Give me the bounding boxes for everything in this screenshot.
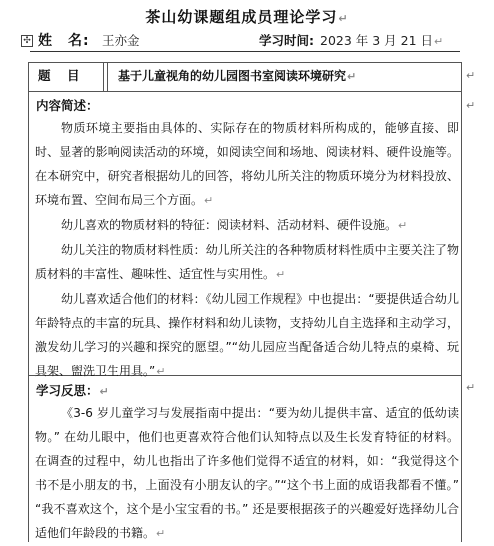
paragraph-mark: ↵ [398, 219, 408, 232]
summary-body[interactable] [35, 116, 459, 384]
name-value[interactable]: 王亦金 [102, 33, 140, 48]
summary-paragraph [35, 238, 459, 287]
paragraph-mark: ↵ [434, 35, 444, 48]
paragraph-mark: ↵ [276, 268, 286, 281]
table-column-divider [103, 62, 104, 91]
summary-paragraph [35, 213, 459, 238]
study-time-label: 学习时间: [259, 33, 314, 48]
topic-value[interactable] [118, 67, 356, 84]
study-time-text: 2023 年 3 月 21 日 [320, 33, 434, 48]
summary-paragraph [35, 287, 459, 384]
topic-value-text: 基于儿童视角的幼儿园图书室阅读环境研究 [118, 69, 347, 83]
summary-paragraph-text: 幼儿喜欢适合他们的材料：《幼儿园工作规程》中也提出：“要提供适合幼儿年龄特点的丰富的玩具、操作材料和幼儿读物，支持幼儿自主选择和主动学习，激发幼儿学习的兴趣和探究的愿望。”“幼儿园应当配备适合幼儿特点的桌椅、玩具架、盥洗卫生用具。” [35, 292, 459, 378]
reflection-body[interactable] [35, 401, 459, 546]
reflection-heading-text: 学习反思： [36, 383, 99, 398]
row-end-mark: ↵ [466, 69, 476, 82]
topic-label: 题 目 [38, 68, 82, 83]
reflection-paragraph-text: 《3-6 岁儿童学习与发展指南中提出：“要为幼儿提供丰富、适宜的低幼读物。” 在幼儿眼中，他们也更喜欢符合他们认知特点以及生长发育特征的材料。在调查的过程中，幼儿也指出了许多他们觉得不适宜的材料，如：“我觉得这个书不是小朋友的书，上面没有小朋友认的字。”“这个书上面的成语我都看不懂。” “我不喜欢这个，这个是小宝宝看的书。” 还是要根据孩子的兴趣爱好选择幼儿合适他们年龄段的书籍。 [35, 406, 459, 540]
header-underline [30, 51, 460, 52]
summary-paragraph-text: 物质环境主要指由具体的、实际存在的物质材料所构成的，能够直接、即时、显著的影响阅读活动的环境，如阅读空间和场地、阅读材料、硬件设施等。在本研究中，研究者根据幼儿的回答，将幼儿所关注的物质环境分为材料投放、环境布置、空间布局三个方面。 [35, 121, 459, 207]
paragraph-mark: ↵ [204, 194, 214, 207]
document-title [0, 6, 494, 27]
reflection-heading [36, 381, 109, 399]
paragraph-mark: ↵ [338, 12, 349, 25]
paragraph-mark: ↵ [156, 527, 166, 540]
document-title-text: 茶山幼课题组成员理论学习 [145, 8, 338, 26]
row-end-mark: ↵ [466, 381, 476, 394]
table-column-divider [107, 62, 108, 91]
table-row-divider [28, 91, 462, 92]
paragraph-mark: ↵ [156, 365, 166, 378]
summary-paragraph-text: 幼儿喜欢的物质材料的特征：阅读材料、活动材料、硬件设施。 [61, 218, 398, 232]
reflection-paragraph [35, 401, 459, 546]
row-end-mark: ↵ [466, 99, 476, 112]
paragraph-mark: ↵ [347, 70, 357, 83]
name-label: 姓 名: [38, 33, 90, 49]
summary-paragraph [35, 116, 459, 213]
paragraph-mark: ↵ [99, 385, 109, 398]
table-move-handle-icon[interactable]: ✣ [21, 35, 33, 47]
summary-heading: 内容简述： [36, 98, 99, 113]
study-time-value[interactable] [320, 31, 443, 51]
summary-paragraph-text: 幼儿关注的物质材料性质：幼儿所关注的各种物质材料性质中主要关注了物质材料的丰富性、趣味性、适宜性与实用性。 [35, 243, 459, 281]
